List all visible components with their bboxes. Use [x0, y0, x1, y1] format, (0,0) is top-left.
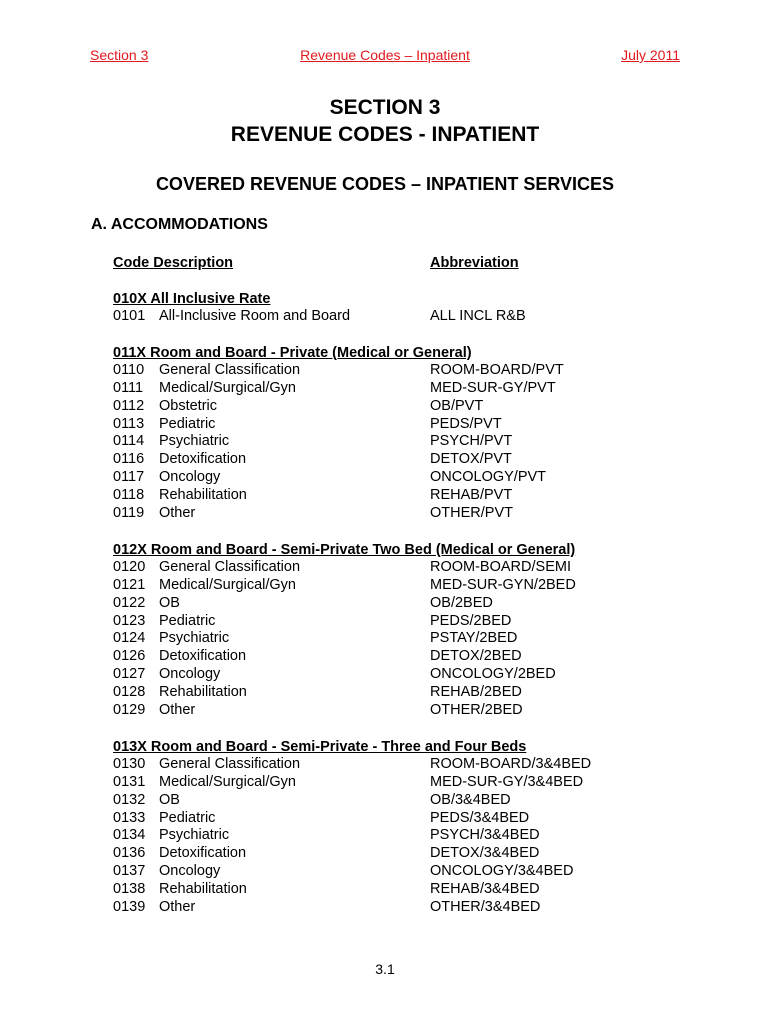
revenue-code: 0138: [113, 881, 146, 898]
code-row: [113, 505, 673, 523]
code-description: Other: [159, 899, 196, 916]
section-title: SECTION 3: [329, 96, 441, 119]
revenue-code: 0134: [113, 827, 146, 844]
revenue-code: 0114: [113, 433, 145, 450]
code-description: Medical/Surgical/Gyn: [159, 773, 296, 790]
code-description: Rehabilitation: [159, 881, 247, 898]
covered-codes-heading: COVERED REVENUE CODES – INPATIENT SERVICES: [155, 174, 615, 194]
code-row: [113, 398, 673, 416]
code-group-title: 010X All Inclusive Rate: [113, 291, 271, 307]
code-row: [113, 559, 673, 577]
code-description: Oncology: [159, 863, 221, 880]
column-headers: [113, 254, 673, 272]
code-abbreviation: OTHER/PVT: [430, 505, 513, 522]
code-description: Oncology: [159, 666, 221, 683]
section-subject: REVENUE CODES - INPATIENT: [230, 123, 540, 146]
code-abbreviation: ALL INCL R&B: [430, 308, 526, 324]
code-row: [113, 613, 673, 631]
code-row: [113, 433, 673, 451]
code-abbreviation: DETOX/2BED: [430, 648, 522, 665]
revenue-code-table: [113, 254, 673, 935]
code-abbreviation: PEDS/2BED: [430, 612, 512, 629]
accommodations-heading: A. ACCOMMODATIONS: [91, 216, 268, 233]
code-description: Psychiatric: [159, 630, 230, 647]
code-row: [113, 487, 673, 505]
code-description: Psychiatric: [159, 433, 230, 450]
code-row: [113, 416, 673, 434]
code-description: Pediatric: [159, 612, 216, 629]
code-abbreviation: ONCOLOGY/2BED: [430, 666, 556, 683]
code-group-title: 013X Room and Board - Semi-Private - Three and Four Beds: [113, 738, 527, 755]
revenue-code: 0136: [113, 845, 146, 862]
code-row: [113, 702, 673, 720]
code-abbreviation: OB/3&4BED: [430, 791, 511, 808]
code-description: Oncology: [159, 469, 221, 486]
code-row: [113, 774, 673, 792]
revenue-code: 0123: [113, 612, 146, 629]
revenue-code: 0133: [113, 809, 146, 826]
revenue-code: 0122: [113, 594, 146, 611]
revenue-code: 0120: [113, 558, 146, 575]
column-header-code-description: Code Description: [113, 255, 234, 271]
revenue-code: 0112: [113, 397, 145, 414]
code-row: [113, 792, 673, 810]
code-description: General Classification: [159, 755, 301, 772]
code-row: [113, 827, 673, 845]
code-row: [113, 380, 673, 398]
column-header-abbreviation: Abbreviation: [430, 255, 519, 271]
revenue-code: 0128: [113, 684, 146, 701]
code-row: [113, 469, 673, 487]
code-group: [113, 290, 673, 326]
code-abbreviation: ROOM-BOARD/PVT: [430, 361, 564, 378]
code-abbreviation: PSTAY/2BED: [430, 630, 518, 647]
code-description: Other: [159, 505, 196, 522]
code-description: Obstetric: [159, 397, 218, 414]
code-abbreviation: OTHER/2BED: [430, 702, 523, 719]
code-abbreviation: REHAB/2BED: [430, 684, 522, 701]
revenue-code: 0130: [113, 755, 146, 772]
code-abbreviation: MED-SUR-GY/PVT: [430, 379, 556, 396]
code-description: Detoxification: [159, 451, 247, 468]
code-abbreviation: ROOM-BOARD/SEMI: [430, 558, 571, 575]
code-group: [113, 541, 673, 720]
code-row: [113, 684, 673, 702]
code-description: Pediatric: [159, 809, 216, 826]
code-abbreviation: PSYCH/3&4BED: [430, 827, 540, 844]
revenue-code: 0132: [113, 791, 146, 808]
code-row: [113, 666, 673, 684]
code-group-title: 012X Room and Board - Semi-Private Two Bed (Medical or General): [113, 541, 576, 558]
code-abbreviation: OTHER/3&4BED: [430, 899, 541, 916]
code-description: Rehabilitation: [159, 487, 247, 504]
code-row: [113, 648, 673, 666]
code-description: All-Inclusive Room and Board: [159, 308, 351, 324]
code-row: [113, 863, 673, 881]
revenue-code: 0111: [113, 379, 144, 396]
code-description: Medical/Surgical/Gyn: [159, 379, 296, 396]
code-description: Medical/Surgical/Gyn: [159, 576, 296, 593]
code-description: Pediatric: [159, 415, 216, 432]
code-groups: [113, 290, 673, 917]
code-row: [113, 845, 673, 863]
code-row: [113, 451, 673, 469]
code-abbreviation: MED-SUR-GYN/2BED: [430, 576, 576, 593]
revenue-code: 0137: [113, 863, 146, 880]
code-abbreviation: OB/PVT: [430, 397, 484, 414]
code-abbreviation: MED-SUR-GY/3&4BED: [430, 773, 584, 790]
code-row: [113, 577, 673, 595]
code-group: [113, 738, 673, 917]
code-abbreviation: DETOX/PVT: [430, 451, 512, 468]
code-description: General Classification: [159, 558, 301, 575]
code-row: [113, 308, 673, 326]
revenue-code: 0131: [113, 773, 146, 790]
code-row: [113, 756, 673, 774]
code-abbreviation: REHAB/3&4BED: [430, 881, 540, 898]
code-abbreviation: REHAB/PVT: [430, 487, 513, 504]
code-description: Psychiatric: [159, 827, 230, 844]
code-description: Detoxification: [159, 845, 247, 862]
code-abbreviation: PEDS/3&4BED: [430, 809, 530, 826]
revenue-code: 0113: [113, 415, 145, 432]
revenue-code: 0116: [113, 451, 145, 468]
header-date: July 2011: [621, 47, 680, 63]
code-group: [113, 344, 673, 523]
code-abbreviation: ROOM-BOARD/3&4BED: [430, 755, 592, 772]
revenue-code: 0121: [113, 576, 146, 593]
code-description: Other: [159, 702, 196, 719]
revenue-code: 0119: [113, 505, 145, 522]
code-row: [113, 810, 673, 828]
code-abbreviation: ONCOLOGY/PVT: [430, 469, 547, 486]
revenue-code: 0101: [113, 308, 146, 324]
revenue-code: 0124: [113, 630, 146, 647]
code-description: General Classification: [159, 361, 301, 378]
revenue-code: 0117: [113, 469, 145, 486]
code-row: [113, 595, 673, 613]
code-abbreviation: PSYCH/PVT: [430, 433, 513, 450]
code-row: [113, 881, 673, 899]
code-row: [113, 362, 673, 380]
revenue-code: 0110: [113, 361, 145, 378]
header-section-label: Section 3: [90, 47, 149, 63]
page-number: 3.1: [375, 961, 395, 977]
code-description: Rehabilitation: [159, 684, 247, 701]
code-abbreviation: OB/2BED: [430, 594, 493, 611]
code-description: OB: [159, 791, 180, 808]
code-description: OB: [159, 594, 180, 611]
revenue-code: 0139: [113, 899, 146, 916]
revenue-code: 0126: [113, 648, 146, 665]
code-description: Detoxification: [159, 648, 247, 665]
code-row: [113, 899, 673, 917]
code-abbreviation: DETOX/3&4BED: [430, 845, 540, 862]
code-abbreviation: ONCOLOGY/3&4BED: [430, 863, 574, 880]
revenue-code: 0127: [113, 666, 146, 683]
revenue-code: 0118: [113, 487, 145, 504]
code-group-title: 011X Room and Board - Private (Medical or General): [113, 344, 472, 361]
header-document-title: Revenue Codes – Inpatient: [300, 47, 470, 63]
code-abbreviation: PEDS/PVT: [430, 415, 502, 432]
revenue-code: 0129: [113, 702, 146, 719]
code-row: [113, 630, 673, 648]
